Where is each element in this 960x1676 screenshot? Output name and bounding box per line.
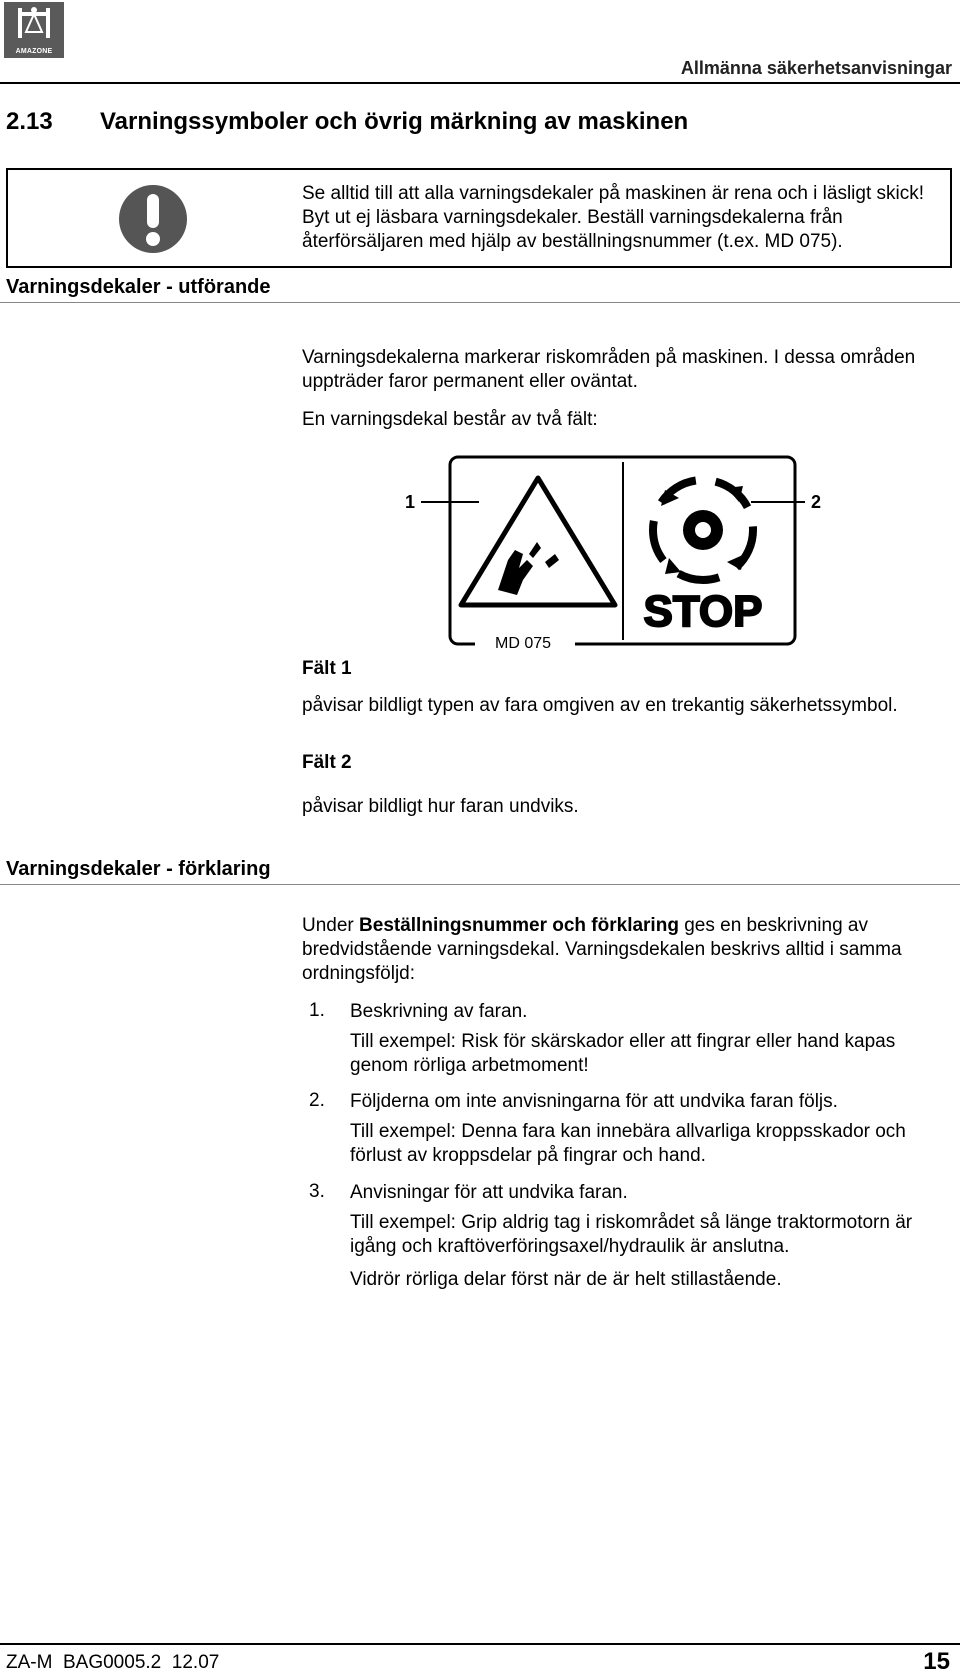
logo-text: AMAZONE: [15, 48, 53, 55]
field-1-title: Fält 1: [302, 658, 352, 679]
side-heading-rule: [0, 302, 960, 303]
list-item-number: 2.: [309, 1090, 325, 1111]
field-1-label: 1: [405, 492, 416, 512]
list-item-title: Beskrivning av faran.: [350, 1001, 528, 1022]
side-heading-forklaring: Varningsdekaler - förklaring: [6, 858, 271, 880]
side-heading-rule: [0, 884, 960, 885]
list-item-example: Till exempel: Grip aldrig tag i riskområdet så länge traktormotorn är igång och kraftöverföringsaxel/hydraulik är anslutna.: [350, 1212, 913, 1257]
exclamation-circle-icon: [116, 182, 190, 256]
warning-decal-diagram: [405, 450, 825, 650]
final-instruction: Vidrör rörliga delar först när de är helt stillastående.: [350, 1269, 782, 1290]
field-2-text: påvisar bildligt hur faran undviks.: [302, 796, 579, 817]
list-item-example: Till exempel: Risk för skärskador eller att fingrar eller hand kapas genom rörliga arbetmoment!: [350, 1031, 896, 1076]
list-item-example: Till exempel: Denna fara kan innebära allvarliga kroppsskador och förlust av kroppsdelar på fingrar och hand.: [350, 1121, 906, 1166]
list-item-title: Följderna om inte anvisningarna för att undvika faran följs.: [350, 1091, 838, 1112]
hand-cutting-hazard-triangle-icon: [461, 478, 615, 605]
footer-rule: [0, 1643, 960, 1645]
running-header: Allmänna säkerhetsanvisningar: [680, 58, 952, 78]
intro-post: ges en beskrivning av bredvidstående varningsdekal. Varningsdekalen beskrivs alltid i samma ordningsföljd:: [302, 915, 902, 984]
field-2-title: Fält 2: [302, 752, 352, 773]
warning-text: Se alltid till att alla varningsdekaler på maskinen är rena och i läsligt skick! Byt ut ej läsbara varningsdekaler. Beställ varningsdekalerna från återförsäljaren med hjälp av beställningsnummer (t.ex. MD 075).: [302, 183, 925, 252]
section-title: Varningssymboler och övrig märkning av maskinen: [100, 108, 689, 135]
list-item-number: 3.: [309, 1181, 325, 1202]
list-item-title: Anvisningar för att undvika faran.: [350, 1182, 628, 1203]
header-rule: [0, 82, 960, 84]
side-heading-utforande: Varningsdekaler - utförande: [6, 276, 271, 298]
decal-code: MD 075: [494, 635, 552, 650]
field-1-text: påvisar bildligt typen av fara omgiven av en trekantig säkerhetssymbol.: [302, 695, 898, 716]
utforande-paragraph-2: En varningsdekal består av två fält:: [302, 409, 598, 430]
amazone-logo: [4, 2, 64, 58]
utforande-paragraph-1: Varningsdekalerna markerar riskområden på maskinen. I dessa områden uppträder faror permanent eller oväntat.: [302, 347, 916, 392]
stop-text: STOP: [643, 587, 763, 636]
list-item-number: 1.: [309, 1000, 325, 1021]
footer-doc-id: ZA-M BAG0005.2 12.07: [6, 1652, 220, 1673]
intro-bold: Beställningsnummer och förklaring: [359, 915, 679, 936]
field-2-label: 2: [811, 492, 822, 512]
page-number: 15: [923, 1648, 950, 1675]
intro-pre: Under: [302, 915, 360, 936]
section-number: 2.13: [6, 108, 53, 135]
rotating-arrows-icon: [653, 480, 753, 580]
logo-emblem-icon: [4, 2, 64, 46]
forklaring-intro: [302, 914, 942, 986]
